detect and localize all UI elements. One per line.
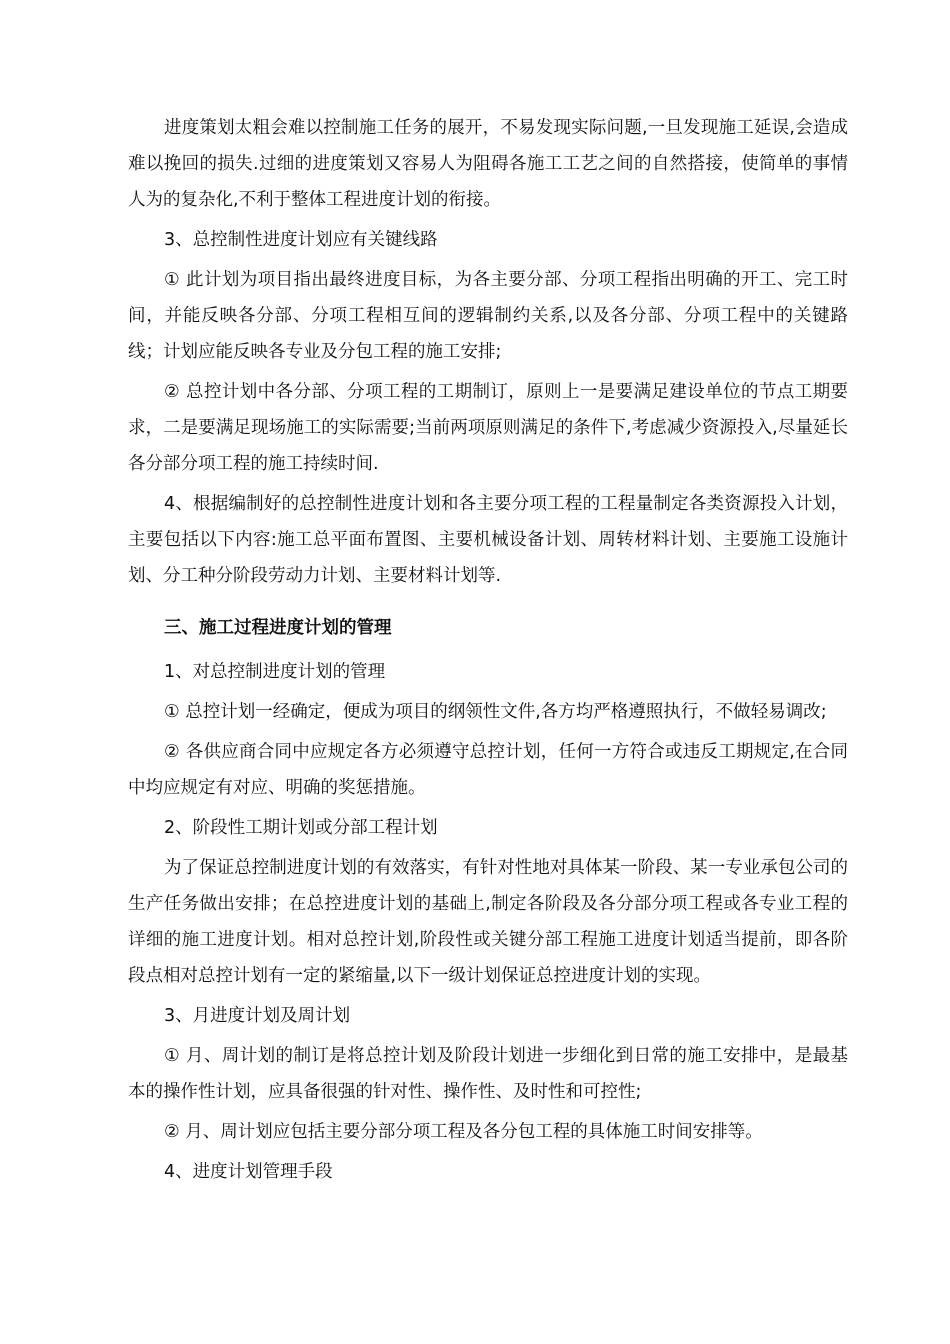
management-1-title: 1、对总控制进度计划的管理 [164,662,386,682]
paragraph-planning-granularity: 进度策划太粗会难以控制施工任务的展开，不易发现实际问题,一旦发现施工延误,会造成难以挽回的损失.过细的进度策划又容易人为阻碍各施工工艺之间的自然搭接，使简单的事情人为的复杂化,不利于整体工程进度计划的衔接。 [128,118,848,210]
document-body [128,110,848,1190]
item-3-point-1: ① 此计划为项目指出最终进度目标，为各主要分部、分项工程指出明确的开工、完工时间，并能反映各分部、分项工程相互间的逻辑制约关系,以及各分部、分项工程中的关键路线；计划应能反映各专业及分包工程的施工安排; [128,270,848,362]
item-3-point-2: ② 总控计划中各分部、分项工程的工期制订，原则上一是要满足建设单位的节点工期要求，二是要满足现场施工的实际需要;当前两项原则满足的条件下,考虑减少资源投入,尽量延长各分部分项工程的施工持续时间. [128,382,848,474]
management-3-point-2: ② 月、周计划应包括主要分部分项工程及各分包工程的具体施工时间安排等。 [164,1122,763,1142]
management-2-title: 2、阶段性工期计划或分部工程计划 [164,818,438,838]
management-2-body: 为了保证总控制进度计划的有效落实，有针对性地对具体某一阶段、某一专业承包公司的生产任务做出安排；在总控进度计划的基础上,制定各阶段及各分部分项工程或各专业工程的详细的施工进度计划。相对总控计划,阶段性或关键分部工程施工进度计划适当提前，即各阶段点相对总控计划有一定的紧缩量,以下一级计划保证总控进度计划的实现。 [128,858,848,986]
management-4-title: 4、进度计划管理手段 [164,1162,333,1182]
management-3-title: 3、月进度计划及周计划 [164,1006,351,1026]
management-1-point-2: ② 各供应商合同中应规定各方必须遵守总控计划，任何一方符合或违反工期规定,在合同中均应规定有对应、明确的奖惩措施。 [128,742,848,798]
management-3-point-1: ① 月、周计划的制订是将总控计划及阶段计划进一步细化到日常的施工安排中，是最基本的操作性计划，应具备很强的针对性、操作性、及时性和可控性; [128,1046,848,1102]
section-3-heading: 三、施工过程进度计划的管理 [164,618,392,638]
item-4-paragraph: 4、根据编制好的总控制性进度计划和各主要分项工程的工程量制定各类资源投入计划，主要包括以下内容:施工总平面布置图、主要机械设备计划、周转材料计划、主要施工设施计划、分工种分阶段劳动力计划、主要材料计划等. [128,494,848,586]
item-3-title: 3、总控制性进度计划应有关键线路 [164,230,438,250]
management-1-point-1: ① 总控计划一经确定，便成为项目的纲领性文件,各方均严格遵照执行，不做轻易调改; [164,702,827,722]
